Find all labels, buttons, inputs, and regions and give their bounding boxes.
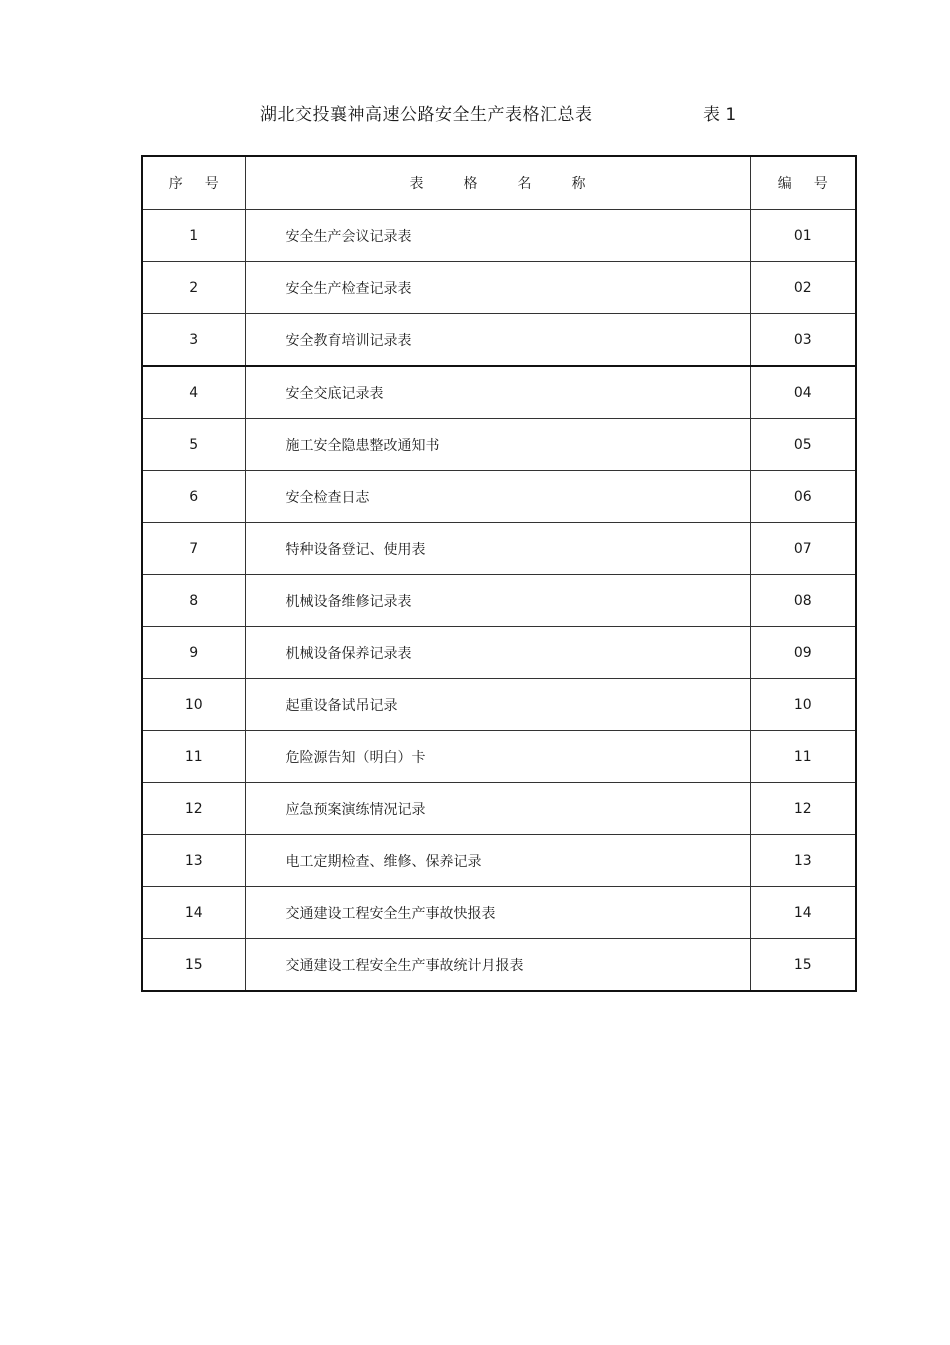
forms-summary-table [141,155,857,992]
row-form-name: 危险源告知（明白）卡 [245,731,750,783]
row-seq: 10 [142,679,245,731]
row-form-name: 交通建设工程安全生产事故快报表 [245,887,750,939]
row-code: 01 [750,210,856,262]
row-form-name: 机械设备保养记录表 [245,627,750,679]
row-code: 09 [750,627,856,679]
table-row [142,366,856,419]
row-seq: 13 [142,835,245,887]
row-form-name: 电工定期检查、维修、保养记录 [245,835,750,887]
row-form-name: 施工安全隐患整改通知书 [245,419,750,471]
row-code: 02 [750,262,856,314]
column-header-code: 编号 [750,156,856,210]
row-form-name: 安全交底记录表 [245,366,750,419]
table-row [142,887,856,939]
row-form-name: 应急预案演练情况记录 [245,783,750,835]
table-row [142,731,856,783]
row-seq: 14 [142,887,245,939]
table-row [142,210,856,262]
row-seq: 9 [142,627,245,679]
row-code: 15 [750,939,856,992]
row-seq: 4 [142,366,245,419]
row-seq: 15 [142,939,245,992]
row-code: 14 [750,887,856,939]
table-row [142,627,856,679]
row-code: 13 [750,835,856,887]
table-row [142,835,856,887]
row-form-name: 安全教育培训记录表 [245,314,750,367]
table-row [142,679,856,731]
row-code: 07 [750,523,856,575]
table-row [142,523,856,575]
column-header-seq: 序号 [142,156,245,210]
row-code: 04 [750,366,856,419]
row-seq: 1 [142,210,245,262]
row-form-name: 安全生产会议记录表 [245,210,750,262]
row-code: 12 [750,783,856,835]
table-row [142,575,856,627]
row-seq: 12 [142,783,245,835]
row-code: 08 [750,575,856,627]
row-seq: 5 [142,419,245,471]
table-row [142,783,856,835]
row-seq: 7 [142,523,245,575]
row-form-name: 安全生产检查记录表 [245,262,750,314]
row-form-name: 起重设备试吊记录 [245,679,750,731]
table-row [142,314,856,367]
row-code: 06 [750,471,856,523]
document-title: 湖北交投襄神高速公路安全生产表格汇总表 [260,105,593,125]
row-form-name: 机械设备维修记录表 [245,575,750,627]
table-row [142,471,856,523]
table-row [142,419,856,471]
column-header-name: 表格名称 [245,156,750,210]
row-form-name: 安全检查日志 [245,471,750,523]
row-code: 05 [750,419,856,471]
row-seq: 8 [142,575,245,627]
table-row [142,939,856,992]
table-header-row [142,156,856,210]
row-seq: 6 [142,471,245,523]
row-seq: 11 [142,731,245,783]
table-row [142,262,856,314]
row-code: 11 [750,731,856,783]
row-seq: 2 [142,262,245,314]
row-code: 10 [750,679,856,731]
row-code: 03 [750,314,856,367]
row-seq: 3 [142,314,245,367]
row-form-name: 交通建设工程安全生产事故统计月报表 [245,939,750,992]
row-form-name: 特种设备登记、使用表 [245,523,750,575]
table-number: 表 1 [703,105,737,125]
